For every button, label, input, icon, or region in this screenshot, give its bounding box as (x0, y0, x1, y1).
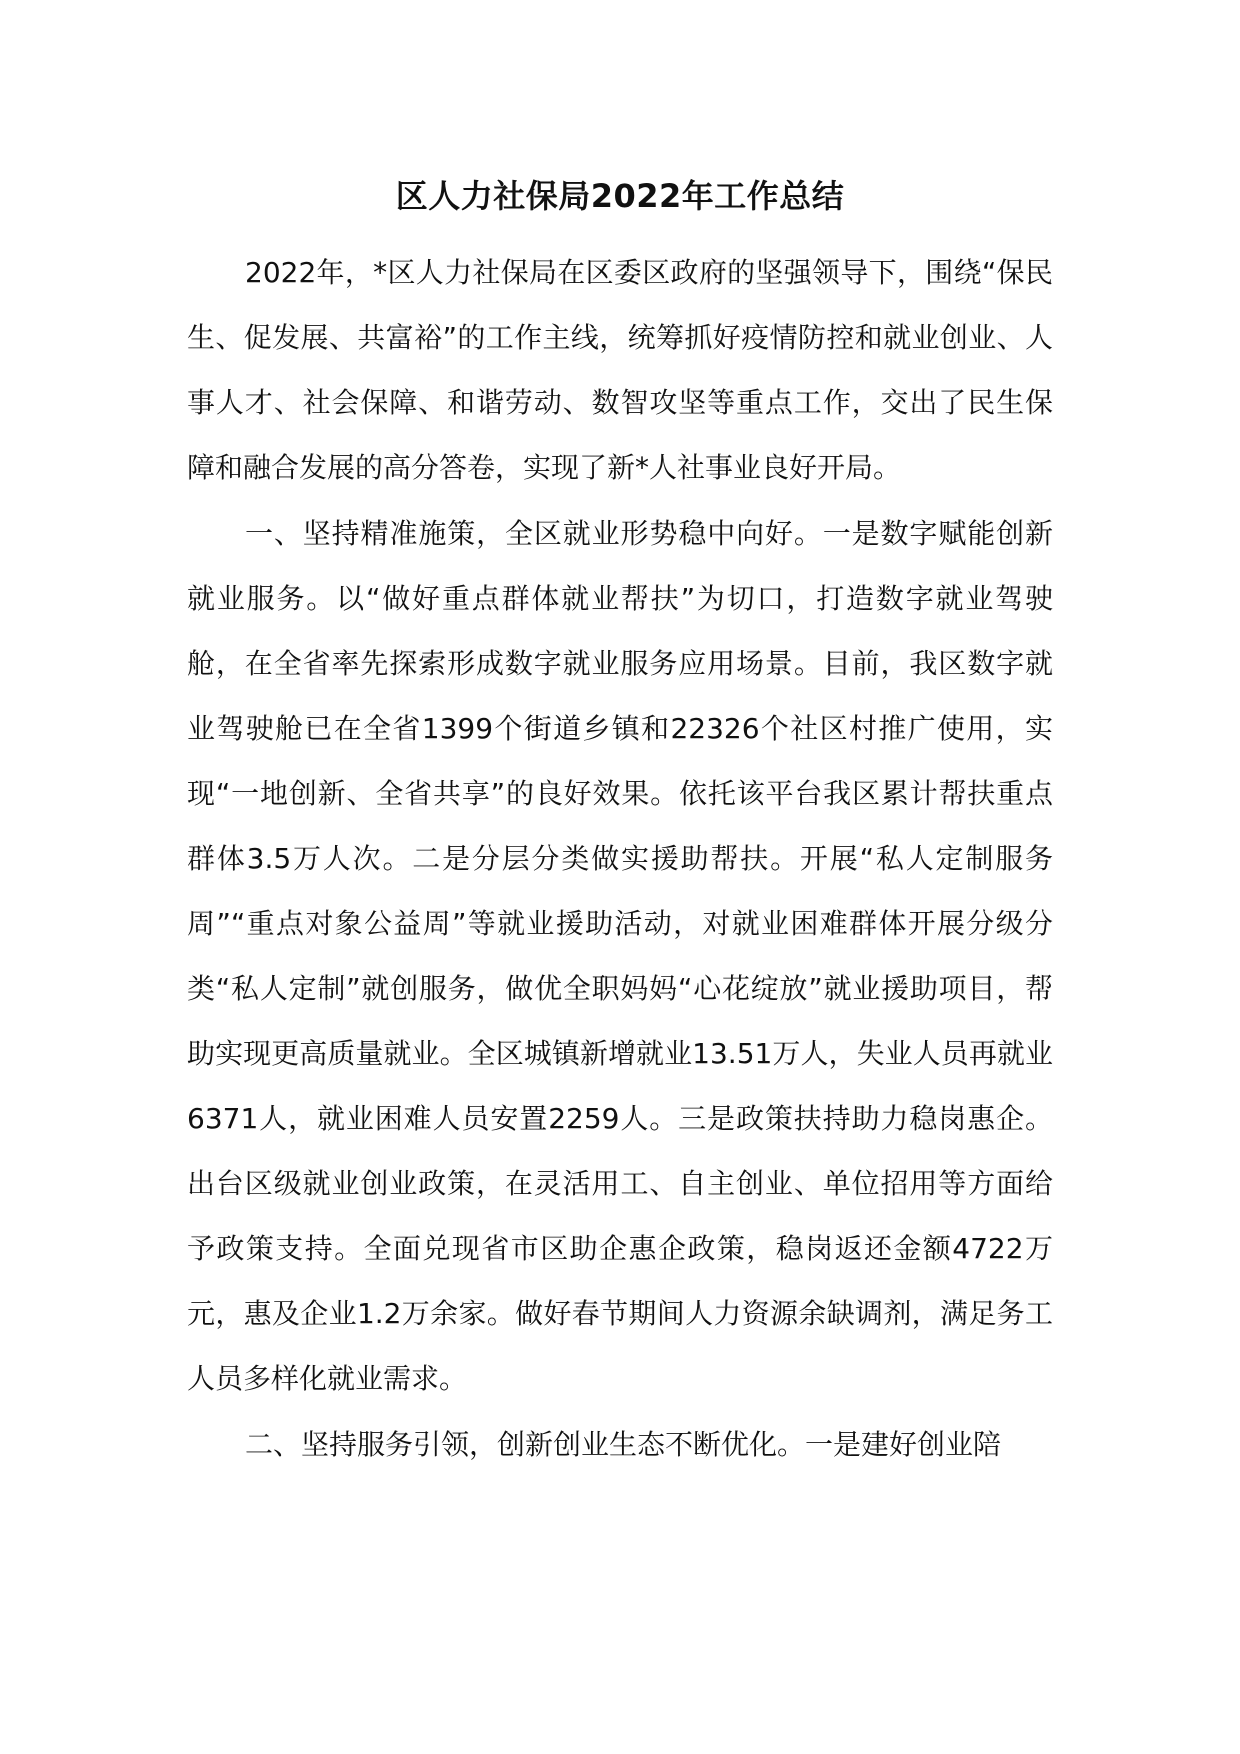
document-title: 区人力社保局2022年工作总结 (395, 177, 845, 215)
paragraph-intro: 2022年，*区人力社保局在区委区政府的坚强领导下，围绕“保民生、促发展、共富裕”的工作主线，统筹抓好疫情防控和就业创业、人事人才、社会保障、和谐劳动、数智攻坚等重点工作，交出了民生保障和融合发展的高分答卷，实现了新*人社事业良好开局。 (187, 256, 1053, 484)
paragraph-section-1: 一、坚持精准施策，全区就业形势稳中向好。一是数字赋能创新就业服务。以“做好重点群体就业帮扶”为切口，打造数字就业驾驶舱，在全省率先探索形成数字就业服务应用场景。目前，我区数字就业驾驶舱已在全省1399个街道乡镇和22326个社区村推广使用，实现“一地创新、全省共享”的良好效果。依托该平台我区累计帮扶重点群体3.5万人次。二是分层分类做实援助帮扶。开展“私人定制服务周”“重点对象公益周”等就业援助活动，对就业困难群体开展分级分类“私人定制”就创服务，做优全职妈妈“心花绽放”就业援助项目，帮助实现更高质量就业。全区城镇新增就业13.51万人，失业人员再就业6371人，就业困难人员安置2259人。三是政策扶持助力稳岗惠企。出台区级就业创业政策，在灵活用工、自主创业、单位招用等方面给予政策支持。全面兑现省市区助企惠企政策，稳岗返还金额4722万元，惠及企业1.2万余家。做好春节期间人力资源余缺调剂，满足务工人员多样化就业需求。 (187, 517, 1053, 1395)
paragraph-section-2: 二、坚持服务引领，创新创业生态不断优化。一是建好创业陪 (245, 1428, 1002, 1461)
document-body (187, 240, 1053, 1478)
